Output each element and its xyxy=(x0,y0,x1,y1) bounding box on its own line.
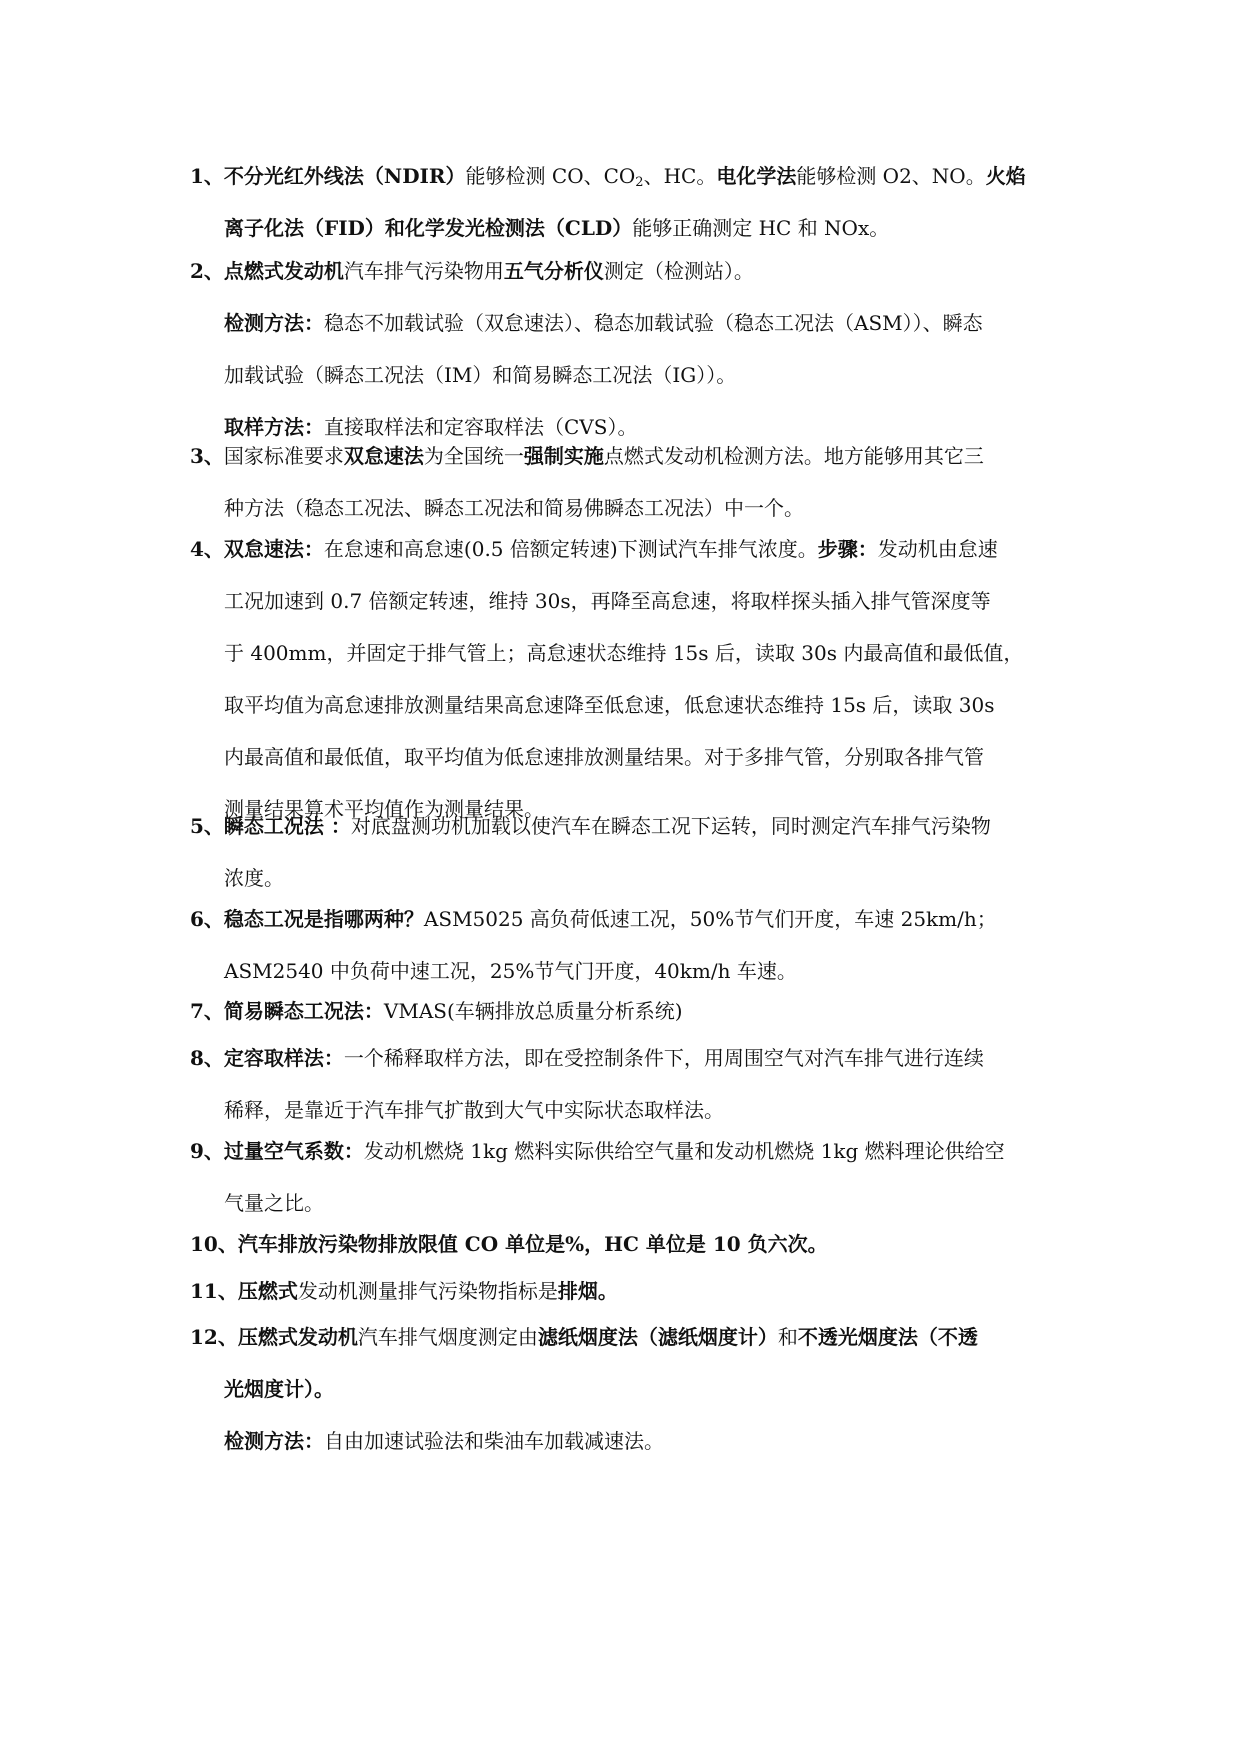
item-text xyxy=(224,866,284,890)
item-3 xyxy=(190,430,1070,534)
bold-term: 双怠速法 xyxy=(343,444,424,468)
item-number: 11、 xyxy=(190,1279,238,1303)
item-text xyxy=(224,641,1023,665)
bold-term: 压燃式 xyxy=(237,1279,298,1303)
item-4 xyxy=(190,523,1070,835)
item-number: 5、 xyxy=(190,814,224,838)
item-line xyxy=(190,800,1070,852)
item-line xyxy=(190,1125,1070,1177)
bold-term: 简易瞬态工况法： xyxy=(223,999,384,1023)
text-run: 浓度。 xyxy=(224,866,284,890)
item-text xyxy=(224,1377,334,1401)
item-number: 10、 xyxy=(190,1232,238,1256)
item-text xyxy=(224,164,1026,188)
item-number: 1、 xyxy=(190,164,224,188)
item-line xyxy=(190,523,1070,575)
item-text xyxy=(224,959,797,983)
bold-term: 离子化法（FID）和化学发光检测法（CLD） xyxy=(224,216,633,240)
item-line xyxy=(190,430,1070,482)
text-run: 一个稀释取样方法，即在受控制条件下，用周围空气对汽车排气进行连续 xyxy=(343,1046,984,1070)
item-line xyxy=(190,575,1070,627)
text-run: 和 xyxy=(777,1325,798,1349)
item-line xyxy=(190,731,1070,783)
item-text xyxy=(224,907,997,931)
text-run: 在怠速和高怠速(0.5 倍额定转速)下测试汽车排气浓度。 xyxy=(323,537,818,561)
text-run: 自由加速试验法和柴油车加载减速法。 xyxy=(324,1429,664,1453)
item-number: 8、 xyxy=(190,1046,224,1070)
item-text xyxy=(238,1232,828,1256)
bold-term: 稳态工况是指哪两种？ xyxy=(223,907,424,931)
text-run: 汽车排气污染物用 xyxy=(343,259,504,283)
text-run: 发动机由怠速 xyxy=(877,537,998,561)
item-line xyxy=(190,245,1070,297)
item-line xyxy=(190,627,1070,679)
bold-term: 双怠速法： xyxy=(223,537,324,561)
text-run: 测定（检测站）。 xyxy=(603,259,754,283)
text-run: 为全国统一 xyxy=(423,444,524,468)
bold-term: 强制实施 xyxy=(523,444,604,468)
item-line xyxy=(190,349,1070,401)
item-line xyxy=(190,893,1070,945)
item-line xyxy=(190,985,1070,1037)
text-run: 能够正确测定 HC 和 NOx。 xyxy=(632,216,890,240)
text-run: 稳态不加载试验（双怠速法）、稳态加载试验（稳态工况法（ASM））、瞬态 xyxy=(324,311,983,335)
text-run: 于 400mm，并固定于排气管上；高怠速状态维持 15s 后，读取 30s 内最高值和最低值， xyxy=(224,641,1024,665)
bold-term: 不透光烟度法（不透 xyxy=(797,1325,978,1349)
bold-term: 检测方法： xyxy=(224,1429,324,1453)
bold-term: 压燃式发动机 xyxy=(237,1325,358,1349)
item-11 xyxy=(190,1265,1070,1317)
item-number: 9、 xyxy=(190,1139,224,1163)
bold-term: 不分光红外线法（NDIR） xyxy=(223,164,466,188)
subscript: 2 xyxy=(635,175,644,190)
text-run: 测量结果算术平均值作为测量结果。 xyxy=(224,797,544,821)
item-line xyxy=(190,1032,1070,1084)
item-number: 2、 xyxy=(190,259,224,283)
bold-term: 步骤： xyxy=(817,537,878,561)
bold-term: 电化学法 xyxy=(716,164,797,188)
bold-term: 滤纸烟度法（滤纸烟度计） xyxy=(537,1325,778,1349)
bold-term: 火焰 xyxy=(985,164,1026,188)
bold-term: 定容取样法： xyxy=(223,1046,344,1070)
text-run: 对底盘测功机加载以使汽车在瞬态工况下运转，同时测定汽车排气污染物 xyxy=(350,814,991,838)
item-text xyxy=(224,1139,1005,1163)
text-run: 国家标准要求 xyxy=(223,444,344,468)
item-number: 12、 xyxy=(190,1325,238,1349)
item-12 xyxy=(190,1311,1070,1467)
item-number: 4、 xyxy=(190,537,224,561)
item-text xyxy=(224,1046,984,1070)
item-text xyxy=(224,745,984,769)
item-text xyxy=(224,444,984,468)
item-line xyxy=(190,1311,1070,1363)
text-run: ASM5025 高负荷低速工况，50%节气们开度，车速 25km/h； xyxy=(423,907,997,931)
item-5 xyxy=(190,800,1070,904)
item-text xyxy=(224,216,889,240)
item-text xyxy=(224,311,983,335)
item-text xyxy=(224,693,995,717)
item-text xyxy=(224,537,998,561)
bold-term: 点燃式发动机 xyxy=(223,259,344,283)
text-run: 直接取样法和定容取样法（CVS）。 xyxy=(324,415,638,439)
bold-term: 汽车排放污染物排放限值 CO 单位是%，HC 单位是 10 负六次。 xyxy=(237,1232,828,1256)
item-number: 6、 xyxy=(190,907,224,931)
item-line xyxy=(190,679,1070,731)
item-7 xyxy=(190,985,1070,1037)
text-run: 取平均值为高怠速排放测量结果高怠速降至低怠速，低怠速状态维持 15s 后，读取 30s xyxy=(224,693,995,717)
item-line xyxy=(190,150,1070,202)
text-run: 稀释，是靠近于汽车排气扩散到大气中实际状态取样法。 xyxy=(224,1098,724,1122)
item-text xyxy=(224,814,991,838)
item-text xyxy=(224,1429,664,1453)
bold-term: 瞬态工况法 ： xyxy=(223,814,351,838)
item-9 xyxy=(190,1125,1070,1229)
text-run: 能够检测 O2、NO。 xyxy=(796,164,986,188)
item-line xyxy=(190,1363,1070,1415)
item-line xyxy=(190,1218,1070,1270)
item-text xyxy=(238,1279,618,1303)
text-run: 发动机测量排气污染物指标是 xyxy=(297,1279,558,1303)
text-run: 能够检测 CO、CO xyxy=(465,164,636,188)
bold-term: 排烟。 xyxy=(557,1279,618,1303)
item-text xyxy=(224,589,991,613)
item-number: 3、 xyxy=(190,444,224,468)
item-line xyxy=(190,1265,1070,1317)
text-run: 工况加速到 0.7 倍额定转速，维持 30s，再降至高怠速，将取样探头插入排气管深度等 xyxy=(224,589,991,613)
item-text xyxy=(224,363,736,387)
item-10 xyxy=(190,1218,1070,1270)
text-run: 点燃式发动机检测方法。地方能够用其它三 xyxy=(603,444,984,468)
bold-term: 五气分析仪 xyxy=(503,259,604,283)
text-run: 汽车排气烟度测定由 xyxy=(357,1325,538,1349)
item-6 xyxy=(190,893,1070,997)
item-line xyxy=(190,297,1070,349)
item-text xyxy=(238,1325,978,1349)
text-run: 加载试验（瞬态工况法（IM）和简易瞬态工况法（IG））。 xyxy=(224,363,737,387)
item-2 xyxy=(190,245,1070,453)
bold-term: 检测方法： xyxy=(224,311,324,335)
item-number: 7、 xyxy=(190,999,224,1023)
text-run: VMAS(车辆排放总质量分析系统) xyxy=(383,999,683,1023)
bold-term: 光烟度计）。 xyxy=(224,1377,334,1401)
item-1 xyxy=(190,150,1070,254)
item-text xyxy=(224,496,804,520)
item-text xyxy=(224,999,683,1023)
item-text xyxy=(224,259,754,283)
item-line xyxy=(190,1415,1070,1467)
text-run: 发动机燃烧 1kg 燃料实际供给空气量和发动机燃烧 1kg 燃料理论供给空 xyxy=(363,1139,1005,1163)
bold-term: 过量空气系数： xyxy=(223,1139,364,1163)
text-run: 内最高值和最低值，取平均值为低怠速排放测量结果。对于多排气管，分别取各排气管 xyxy=(224,745,984,769)
item-8 xyxy=(190,1032,1070,1136)
bold-term: 取样方法： xyxy=(224,415,324,439)
text-run: 种方法（稳态工况法、瞬态工况法和简易佛瞬态工况法）中一个。 xyxy=(224,496,804,520)
item-text xyxy=(224,1191,324,1215)
text-run: ASM2540 中负荷中速工况，25%节气门开度，40km/h 车速。 xyxy=(224,959,797,983)
text-run: 、HC。 xyxy=(643,164,717,188)
item-text xyxy=(224,1098,724,1122)
text-run: 气量之比。 xyxy=(224,1191,324,1215)
